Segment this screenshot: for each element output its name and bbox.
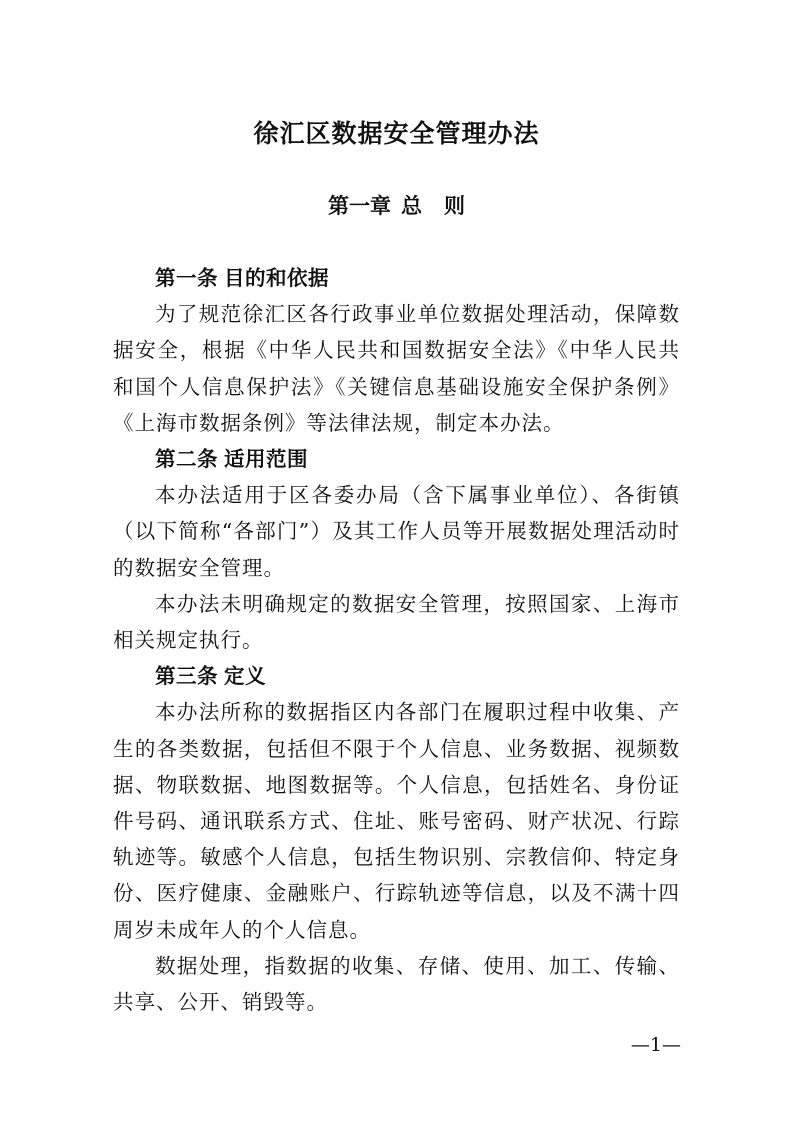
article-3-paragraph-2: 数据处理，指数据的收集、存储、使用、加工、传输、共享、公开、销毁等。 [113,953,680,1015]
document-title: 徐汇区数据安全管理办法 [253,119,540,148]
article-3-topic: 定义 [224,664,266,689]
page-number: —1— [630,1034,681,1056]
chapter-number: 第一章 [328,193,391,218]
chapter-name-part2: 则 [444,193,465,218]
article-2-topic: 适用范围 [224,447,308,472]
article-1-heading [113,260,680,296]
article-1-number: 第一条 [155,266,218,290]
chapter-heading [0,190,793,222]
article-2-number: 第二条 [155,447,218,472]
article-2-paragraph-1: 本办法适用于区各委办局（含下属事业单位）、各街镇（以下简称“各部门”）及其工作人员等开展数据处理活动时的数据安全管理。 [113,483,680,580]
article-2-paragraph-2: 本办法未明确规定的数据安全管理，按照国家、上海市相关规定执行。 [113,591,680,653]
article-2-heading [113,441,680,477]
article-3-paragraph-1: 本办法所称的数据指区内各部门在履职过程中收集、产生的各类数据，包括但不限于个人信息、业务数据、视频数据、物联数据、地图数据等。个人信息，包括姓名、身份证件号码、通讯联系方式、住址、账号密码、财产状况、行踪轨迹等。敏感个人信息，包括生物识别、宗教信仰、特定身份、医疗健康、金融账户、行踪轨迹等信息，以及不满十四周岁未成年人的个人信息。 [113,700,680,942]
article-3-number: 第三条 [155,664,218,689]
document-body [113,260,680,1020]
chapter-name-part1: 总 [401,193,422,218]
article-3-heading [113,658,680,694]
article-1-paragraph-1: 为了规范徐汇区各行政事业单位数据处理活动，保障数据安全，根据《中华人民共和国数据安全法》《中华人民共和国个人信息保护法》《关键信息基础设施安全保护条例》《上海市数据条例》等法律法规，制定本办法。 [113,302,680,435]
article-1-topic: 目的和依据 [224,266,329,290]
